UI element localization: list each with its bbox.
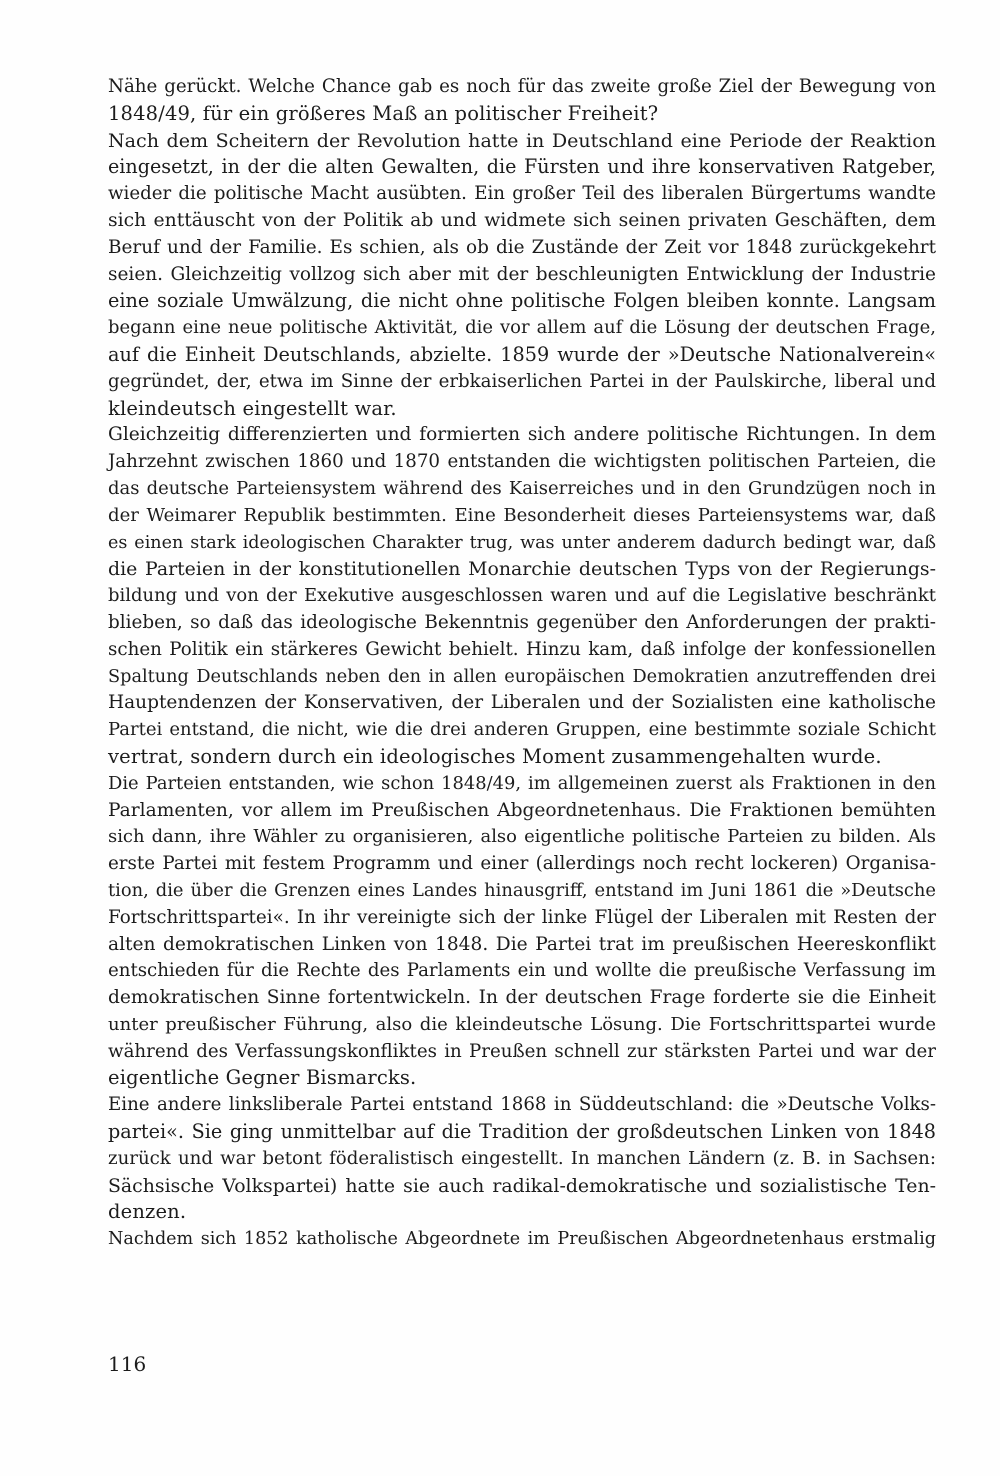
text-line: Jahrzehnt zwischen 1860 und 1870 entstanden die wichtigsten politischen Parteien, die — [108, 451, 936, 473]
text-line: zurück und war betont föderalistisch eingestellt. In manchen Ländern (z. B. in Sachsen: — [108, 1147, 936, 1169]
text-line: alten demokratischen Linken von 1848. Die Partei trat im preußischen Heereskonflikt — [108, 933, 936, 955]
text-line: seien. Gleichzeitig vollzog sich aber mit der beschleunigten Entwicklung der Industrie — [108, 263, 936, 285]
text-line: demokratischen Sinne fortentwickeln. In der deutschen Frage forderte sie die Einheit — [108, 987, 936, 1009]
text-line: Hauptendenzen der Konservativen, der Liberalen und der Sozialisten eine katholische — [108, 692, 936, 714]
text-line: Partei entstand, die nicht, wie die drei anderen Gruppen, eine bestimmte soziale Schicht — [108, 719, 936, 741]
text-line: es einen stark ideologischen Charakter trug, was unter anderem dadurch bedingt war, daß — [108, 532, 936, 553]
text-line: blieben, so daß das ideologische Bekenntnis gegenüber den Anforderungen der prakti- — [108, 611, 936, 633]
text-line: Fortschrittspartei«. In ihr vereinigte sich der linke Flügel der Liberalen mit Resten der — [108, 906, 936, 928]
text-line: vertrat, sondern durch ein ideologisches Moment zusammengehalten wurde. — [108, 744, 882, 768]
text-line: Gleichzeitig differenzierten und formierten sich andere politische Richtungen. In dem — [108, 424, 936, 446]
body-text — [108, 74, 936, 1253]
text-line: Parlamenten, vor allem im Preußischen Abgeordnetenhaus. Die Fraktionen bemühten — [108, 799, 936, 821]
text-line: Nähe gerückt. Welche Chance gab es noch für das zweite große Ziel der Bewegung von — [108, 76, 936, 97]
text-line: partei«. Sie ging unmittelbar auf die Tradition der großdeutschen Linken von 1848 — [108, 1120, 936, 1144]
text-line: eigentliche Gegner Bismarcks. — [108, 1066, 417, 1090]
text-line: tion, die über die Grenzen eines Landes hinausgriff, entstand im Juni 1861 die »Deutsche — [108, 879, 936, 901]
text-line: Nach dem Scheitern der Revolution hatte in Deutschland eine Periode der Reaktion — [108, 129, 936, 152]
text-line: auf die Einheit Deutschlands, abzielte. 1859 wurde der »Deutsche Nationalverein« — [108, 342, 936, 366]
text-line: schen Politik ein stärkeres Gewicht behielt. Hinzu kam, daß infolge der konfessionellen — [108, 638, 936, 660]
text-line: bildung und von der Exekutive ausgeschlossen waren und auf die Legislative beschränkt — [108, 585, 936, 607]
text-line: Eine andere linksliberale Partei entstand 1868 in Süddeutschland: die »Deutsche Volks- — [108, 1094, 936, 1116]
text-line: Die Parteien entstanden, wie schon 1848/49, im allgemeinen zuerst als Fraktionen in den — [108, 772, 936, 794]
text-line: Spaltung Deutschlands neben den in allen europäischen Demokratien anzutreffenden drei — [108, 666, 936, 687]
text-line: 1848/49, für ein größeres Maß an politischer Freiheit? — [108, 101, 659, 125]
text-line: während des Verfassungskonfliktes in Preußen schnell zur stärksten Partei und war der — [108, 1040, 936, 1062]
text-line: kleindeutsch eingestellt war. — [108, 396, 397, 420]
text-line: entschieden für die Rechte des Parlaments ein und wollte die preußische Verfassung im — [108, 960, 936, 982]
text-line: denzen. — [108, 1200, 187, 1224]
text-line: eine soziale Umwälzung, die nicht ohne politische Folgen bleiben konnte. Langsam — [108, 289, 936, 313]
text-line: unter preußischer Führung, also die kleindeutsche Lösung. Die Fortschrittspartei wurde — [108, 1013, 936, 1035]
text-line: Nachdem sich 1852 katholische Abgeordnete im Preußischen Abgeordnetenhaus erstmalig — [108, 1229, 936, 1250]
text-line: Beruf und der Familie. Es schien, als ob die Zustände der Zeit vor 1848 zurückgekehrt — [108, 236, 936, 258]
text-line: der Weimarer Republik bestimmten. Eine Besonderheit dieses Parteiensystems war, daß — [108, 504, 936, 526]
page-number: 116 — [108, 1352, 147, 1376]
text-line: Sächsische Volkspartei) hatte sie auch radikal-demokratische und sozialistische Ten- — [108, 1174, 936, 1197]
text-line: gegründet, der, etwa im Sinne der erbkaiserlichen Partei in der Paulskirche, liberal und — [108, 370, 936, 392]
text-line: das deutsche Parteiensystem während des Kaiserreiches und in den Grundzügen noch in — [108, 477, 936, 499]
text-line: begann eine neue politische Aktivität, die vor allem auf die Lösung der deutschen Frage, — [108, 317, 936, 339]
text-line: sich dann, ihre Wähler zu organisieren, also eigentliche politische Parteien zu bilden. Als — [108, 826, 936, 848]
text-line: eingesetzt, in der die alten Gewalten, die Fürsten und ihre konservativen Ratgeber, — [108, 155, 936, 179]
text-line: die Parteien in der konstitutionellen Monarchie deutschen Typs von der Regierungs- — [108, 558, 936, 581]
text-line: wieder die politische Macht ausübten. Ein großer Teil des liberalen Bürgertums wandte — [108, 183, 936, 205]
text-line: sich enttäuscht von der Politik ab und widmete sich seinen privaten Geschäften, dem — [108, 209, 936, 231]
text-line: erste Partei mit festem Programm und einer (allerdings noch recht lockeren) Organisa- — [108, 853, 936, 875]
